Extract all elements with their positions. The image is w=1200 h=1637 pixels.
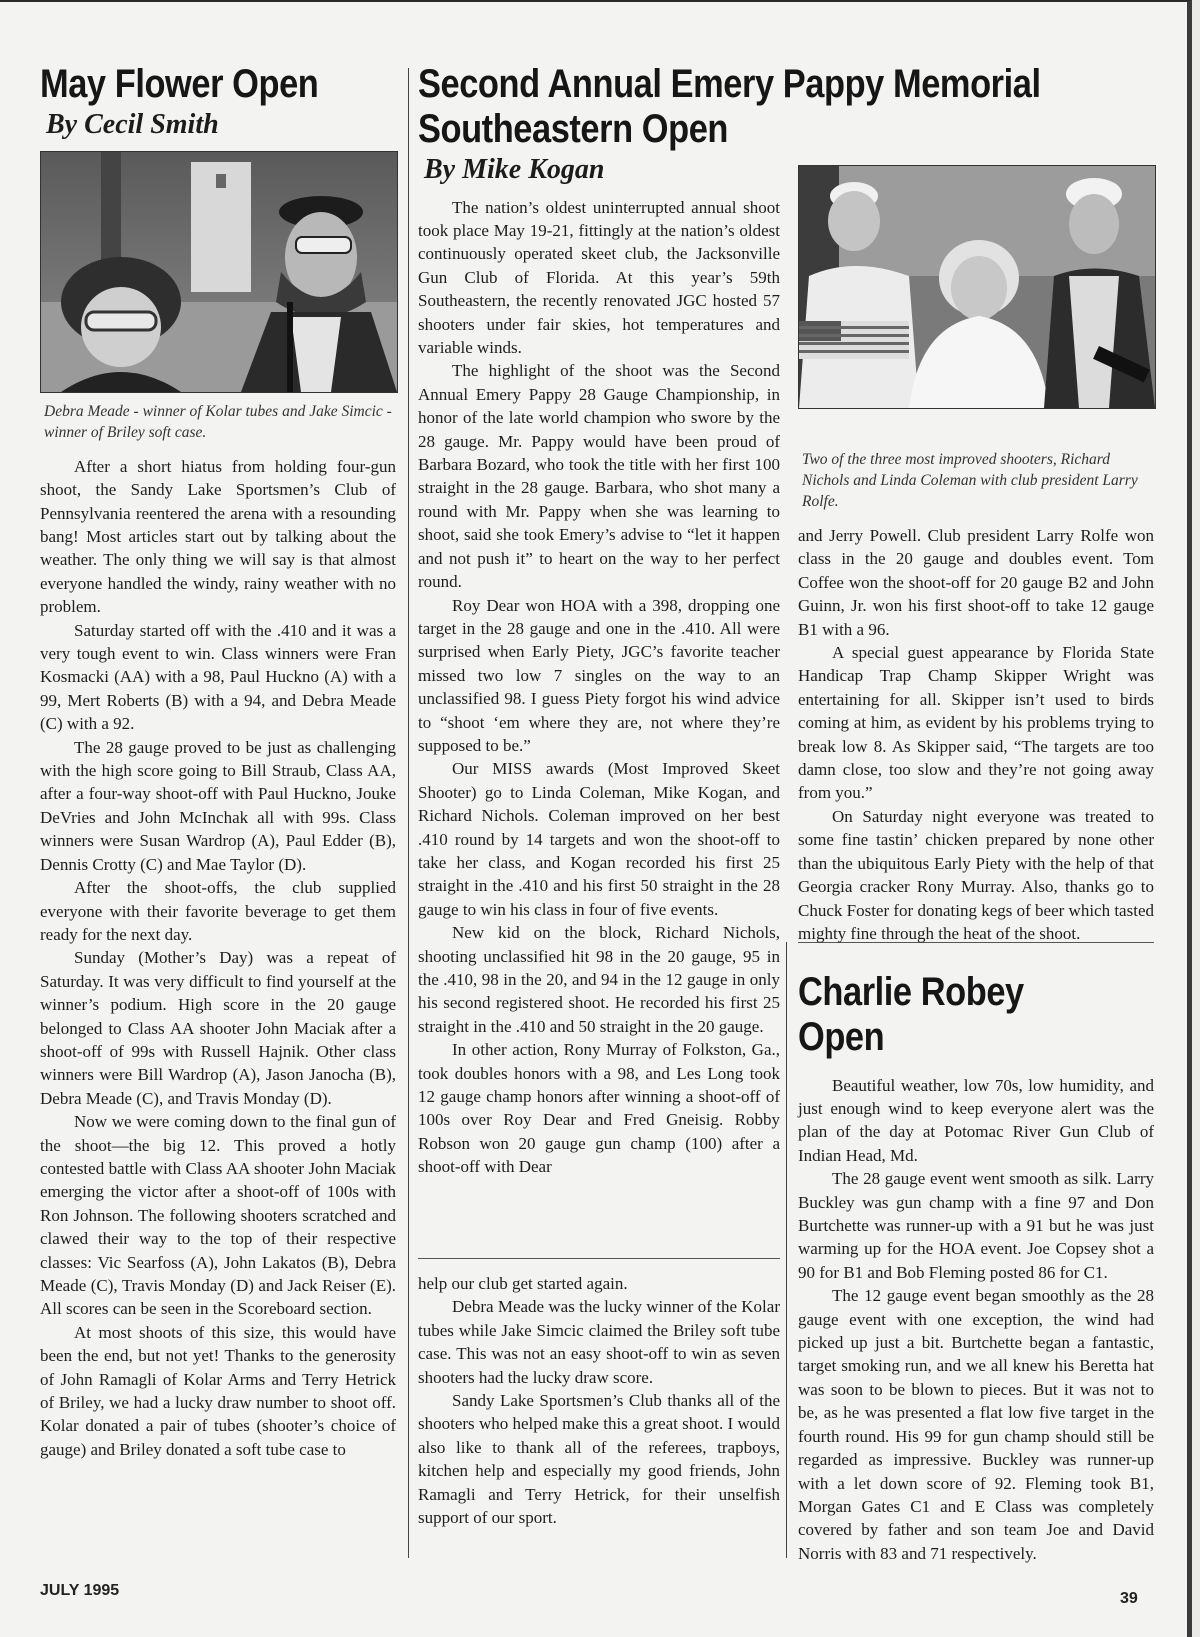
paragraph: New kid on the block, Richard Nichols, shooting unclassified hit 98 in the 20 gauge, 95 in the .410, 98 in the 20, and 94 in the 12 gauge in only his second registered shoot. He recorded his first 25 straight in the .410 and 50 straight in the 20 gauge. xyxy=(418,923,780,1036)
paragraph: Roy Dear won HOA with a 398, dropping one target in the 28 gauge and one in the .410. All were surprised when Early Piety, JGC’s favorite teacher missed two low 7 singles on the way to an unclassified 98. I guess Piety forgot his wind advice to “shoot ‘em where they are, not where they’re supposed to be.” xyxy=(418,595,780,755)
page-number: 39 xyxy=(1120,1590,1138,1607)
paragraph: The nation’s oldest uninterrupted annual shoot took place May 19-21, fittingly at the nation’s oldest continuously operated skeet club, the Jacksonville Gun Club of Florida. At this year’s 59th Southeastern, the recently renovated JGC hosted 57 shooters under fair skies, hot temperatures and variable winds. xyxy=(418,197,780,358)
article-title-line2: Southeastern Open xyxy=(418,106,728,151)
paragraph: Now we were coming down to the final gun of the shoot—the big 12. This proved a hotly contested battle with Class AA shooter John Maciak emerging the victor after a shoot-off of 100s with Ron Johnson. The following shooters scratched and clawed their way to the top of their respective classes: Vic Searfoss (A), John Lakatos (B), Debra Meade (C), Travis Monday (D) and Jack Reiser (E). All scores can be seen in the Scoreboard section. xyxy=(40,1112,396,1319)
article-charlie-robey-open xyxy=(798,970,1154,1565)
article-body xyxy=(40,455,396,1461)
continuation-rule xyxy=(418,1258,780,1259)
paragraph: On Saturday night everyone was treated to some fine tastin’ chicken prepared by none other than the ubiquitous Early Piety with the help of that Georgia cracker Rony Murray. Also, thanks go to Chuck Foster for donating kegs of beer which tasted mighty fine through the heat of the shoot. xyxy=(798,806,1154,943)
article-may-flower-open xyxy=(40,62,396,1461)
paragraph: In other action, Rony Murray of Folkston, Ga., took doubles honors with a 98, and Les Long took 12 gauge champ honors after winning a shoot-off of 100s over Roy Dear and Fred Gneisig. Robby Robson won 20 gauge gun champ (100) after a shoot-off with Dear xyxy=(418,1040,780,1177)
article-byline: By Mike Kogan xyxy=(424,153,605,185)
issue-date: JULY 1995 xyxy=(40,1582,120,1599)
article-byline: By Cecil Smith xyxy=(46,108,219,140)
photo-image xyxy=(799,166,1155,408)
column-rule-left xyxy=(408,68,409,1558)
column-rule-mid-lower xyxy=(786,942,787,1558)
paragraph: The highlight of the shoot was the Second Annual Emery Pappy 28 Gauge Championship, in honor of the late world champion who swore by the 28 gauge. Mr. Pappy would have been proud of Barbara Bozard, who took the title with her first 100 straight in the 28 gauge. Barbara, who shot many a round with Mr. Pappy when she was learning to shoot, said she took Emery’s advise to “let it happen and not push it” to heart on the way to her perfect round. xyxy=(418,361,780,592)
article-title: Charlie Robey Open xyxy=(798,970,1024,1059)
article-body xyxy=(798,1074,1154,1566)
article-title: May Flower Open xyxy=(40,62,319,106)
paragraph: and Jerry Powell. Club president Larry Rolfe won class in the 20 gauge and doubles event. Tom Coffee won the shoot-off for 20 gauge B2 and John Guinn, Jr. won his first shoot-off to take 12 gauge B1 with a 96. xyxy=(798,526,1154,639)
paragraph: Sunday (Mother’s Day) was a repeat of Saturday. It was very difficult to find yourself at the winner’s podium. High score in the 20 gauge belonged to Class AA shooter John Maciak after a shoot-off of 99s with Russell Hajnik. Other class winners were Bill Wardrop (A), Jason Janocha (B), Debra Meade (C), and Travis Monday (D). xyxy=(40,948,396,1108)
paragraph: After the shoot-offs, the club supplied everyone with their favorite beverage to get them ready for the next day. xyxy=(40,878,396,944)
paragraph: Saturday started off with the .410 and it was a very tough event to win. Class winners were Fran Kosmacki (AA) with a 98, Paul Huckno (A) with a 99, Mert Roberts (B) with a 94, and Debra Meade (C) with a 92. xyxy=(40,620,396,734)
paragraph: The 28 gauge proved to be just as challenging with the high score going to Bill Straub, Class AA, after a four-way shoot-off with Paul Huckno, Jouke DeVries and John McInchak all with 99s. Class winners were Susan Wardrop (A), Paul Edder (B), Dennis Crotty (C) and Mae Taylor (D). xyxy=(40,737,396,874)
paragraph: A special guest appearance by Florida State Handicap Trap Champ Skipper Wright was entertaining for all. Skipper isn’t used to birds coming at him, as evident by his problems trying to break low 8. As Skipper said, “The targets are too damn close, too slow and they’re not going away from you.” xyxy=(798,643,1154,803)
photo-image xyxy=(41,152,397,392)
flag-graphic xyxy=(799,321,909,359)
paragraph: Debra Meade was the lucky winner of the Kolar tubes while Jake Simcic claimed the Briley soft tube case. This was not an easy shoot-off to win as seven shooters had the lucky draw score. xyxy=(418,1297,780,1387)
paragraph: After a short hiatus from holding four-gun shoot, the Sandy Lake Sportsmen’s Club of Pennsylvania reentered the arena with a resounding bang! Most articles start out by talking about the weather. The only thing we will say is that almost everyone handled the windy, rainy weather with no problem. xyxy=(40,456,396,617)
emery-pappy-continuation xyxy=(798,165,1154,945)
photo-caption: Debra Meade - winner of Kolar tubes and Jake Simcic - winner of Briley soft case. xyxy=(44,402,392,441)
paragraph: At most shoots of this size, this would have been the end, but not yet! Thanks to the generosity of John Ramagli of Kolar Arms and Terry Hetrick of Briley, we had a lucky draw number to shoot off. Kolar donated a pair of tubes (shooter’s choice of gauge) and Briley donated a soft tube case to xyxy=(40,1322,396,1459)
photo-meade-simcic xyxy=(40,151,398,393)
photo-caption: Two of the three most improved shooters, Richard Nichols and Linda Coleman with club president Larry Rolfe. xyxy=(802,451,1138,510)
article-body xyxy=(418,196,780,1179)
paragraph: Our MISS awards (Most Improved Skeet Shooter) go to Linda Coleman, Mike Kogan, and Richard Nichols. Coleman improved on her best .410 round by 14 targets and won the shoot-off to take her class, and Kogan recorded his first 25 straight in the .410 and his first 50 straight in the 28 gauge to win his class in four of five events. xyxy=(418,759,780,919)
paragraph: help our club get started again. xyxy=(418,1274,628,1293)
paragraph: The 28 gauge event went smooth as silk. Larry Buckley was gun champ with a fine 97 and Don Burtchette was runner-up with a 91 but he was just warming up for the HOA event. Joe Copsey shot a 90 for B1 and Bob Fleming posted 86 for C1. xyxy=(798,1169,1154,1282)
paragraph: The 12 gauge event began smoothly as the 28 gauge event with one exception, the wind had picked up just a bit. Burtchette began a fantastic, target smoking run, and we all knew his Beretta hat was soon to be blown to pieces. But it was not to be, as he was presented a flat low five target in the fourth round. His 99 for gun champ should still be regarded as impressive. Buckley was runner-up with a let down score of 92. Fleming took B1, Morgan Gates C1 and E Class was completely covered by father and son team Joe and David Norris with 83 and 71 respectively. xyxy=(798,1286,1154,1563)
may-flower-continuation xyxy=(418,1272,780,1529)
article-body xyxy=(798,524,1154,945)
paragraph: Sandy Lake Sportsmen’s Club thanks all of the shooters who helped make this a great shoot. I would also like to thank all of the referees, trapboys, kitchen help and especially my good friends, John Ramagli and Terry Hetrick, for their unselfish support of our sport. xyxy=(418,1391,780,1528)
paragraph: Beautiful weather, low 70s, low humidity, and just enough wind to keep everyone alert was the plan of the day at Potomac River Gun Club of Indian Head, Md. xyxy=(798,1075,1154,1165)
article-title-line1: Second Annual Emery Pappy Memorial xyxy=(418,62,1041,106)
photo-most-improved-shooters xyxy=(798,165,1156,409)
